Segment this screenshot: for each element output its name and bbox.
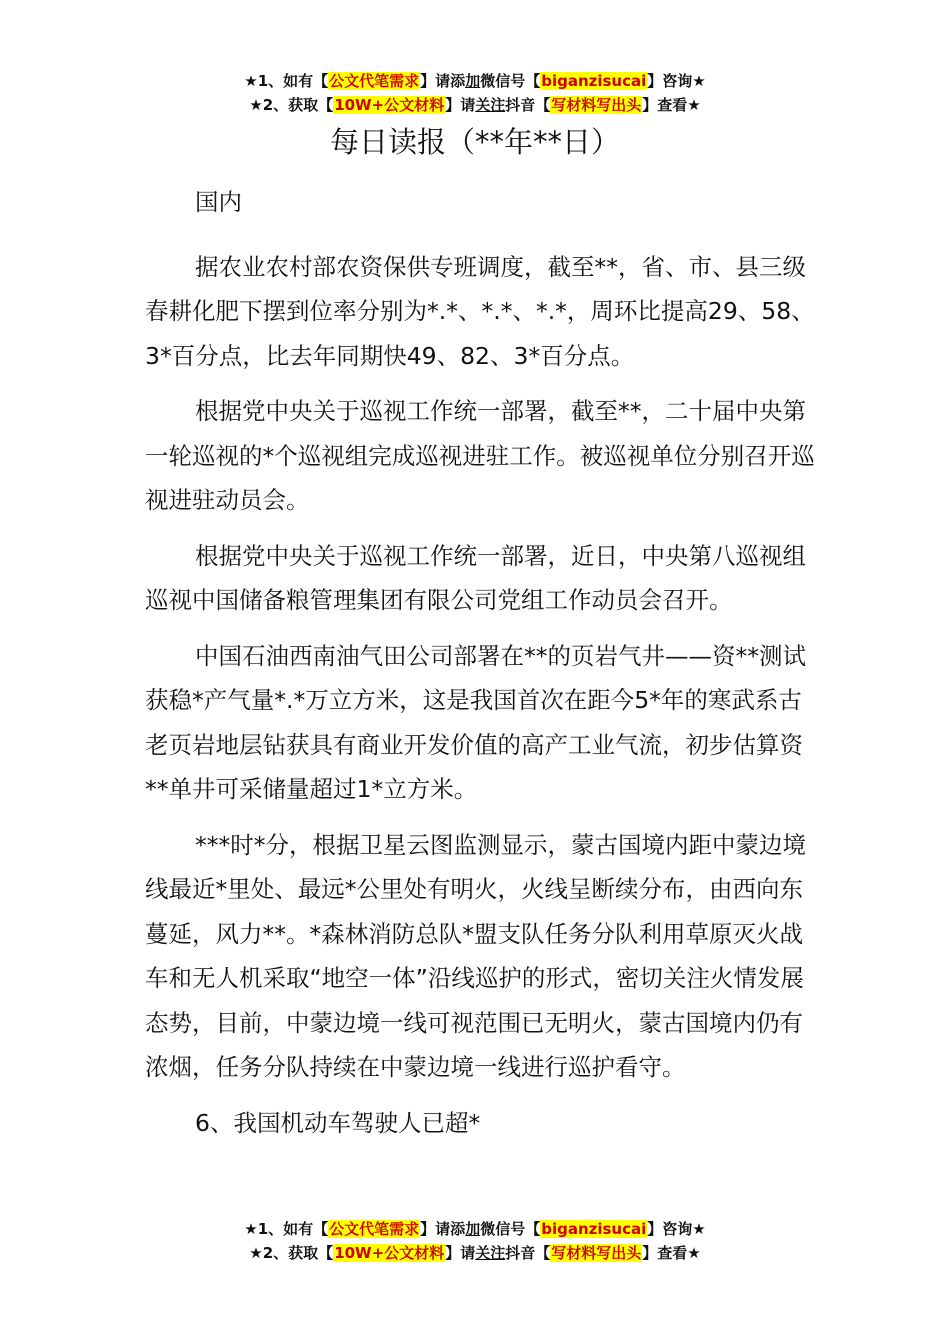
banner-underlined: 关注 (475, 1244, 506, 1262)
paragraph: 根据党中央关于巡视工作统一部署，近日，中央第八巡视组巡视中国储备粮管理集团有限公司党组工作动员会召开。 (145, 541, 806, 614)
header-banner (0, 70, 950, 118)
paragraph: 根据党中央关于巡视工作统一部署，截至**，二十届中央第一轮巡视的*个巡视组完成巡视进驻工作。被巡视单位分别召开巡视进驻动员会。 (145, 397, 815, 514)
banner-underlined: 关注 (475, 96, 506, 114)
banner-text: 】查看★ (642, 96, 701, 114)
highlight-wechat-id: biganzisucai (541, 72, 647, 90)
section-heading: 国内 (195, 188, 242, 216)
banner-text: 】请添 (420, 1220, 466, 1238)
banner-text: ★1、如有【 (244, 1220, 329, 1238)
banner-line-2 (0, 1242, 950, 1266)
banner-text: 】咨询★ (647, 1220, 706, 1238)
document-title: 每日读报（**年**日） (329, 125, 620, 159)
banner-text: 抖音【 (505, 96, 551, 114)
banner-text: 微信号【 (480, 1220, 541, 1238)
banner-line-2 (0, 94, 950, 118)
banner-text: 】请 (445, 1244, 476, 1262)
paragraph: 6、我国机动车驾驶人已超* (195, 1108, 481, 1137)
footer-banner (0, 1218, 950, 1266)
banner-line-1 (0, 70, 950, 94)
banner-text: 】请添 (420, 72, 466, 90)
banner-underlined: 加 (465, 72, 481, 90)
banner-underlined: 加 (465, 1220, 481, 1238)
highlight-douyin-account: 写材料写出头 (551, 1244, 642, 1262)
highlight-materials: 10W+公文材料 (334, 96, 445, 114)
highlight-douyin-account: 写材料写出头 (551, 96, 642, 114)
highlight-service: 公文代笔需求 (329, 1220, 420, 1238)
banner-text: 】咨询★ (647, 72, 706, 90)
banner-line-1 (0, 1218, 950, 1242)
paragraph: ***时*分，根据卫星云图监测显示，蒙古国境内距中蒙边境线最近*里处、最远*公里处有明火，火线呈断续分布，由西向东蔓延，风力**。*森林消防总队*盟支队任务分队利用草原灭火战车和无人机采取“地空一体”沿线巡护的形式，密切关注火情发展态势，目前，中蒙边境一线可视范围已无明火，蒙古国境内仍有浓烟，任务分队持续在中蒙边境一线进行巡护看守。 (145, 830, 806, 1081)
banner-text: 】请 (445, 96, 476, 114)
banner-text: ★1、如有【 (244, 72, 329, 90)
banner-text: 微信号【 (480, 72, 541, 90)
highlight-service: 公文代笔需求 (329, 72, 420, 90)
banner-text: 】查看★ (642, 1244, 701, 1262)
highlight-materials: 10W+公文材料 (334, 1244, 445, 1262)
banner-text: ★2、获取【 (249, 96, 334, 114)
banner-text: 抖音【 (505, 1244, 551, 1262)
highlight-wechat-id: biganzisucai (541, 1220, 647, 1238)
paragraph: 中国石油西南油气田公司部署在**的页岩气井——资**测试获稳*产气量*.*万立方米，这是我国首次在距今5*年的寒武系古老页岩地层钻获具有商业开发价值的高产工业气流，初步估算资**单井可采储量超过1*立方米。 (145, 641, 806, 803)
banner-text: ★2、获取【 (249, 1244, 334, 1262)
document-body (145, 180, 815, 1156)
paragraph: 据农业农村部农资保供专班调度，截至**，省、市、县三级春耕化肥下摆到位率分别为*.*、*.*、*.*，周环比提高29、58、3*百分点，比去年同期快49、82、3*百分点。 (145, 252, 815, 370)
